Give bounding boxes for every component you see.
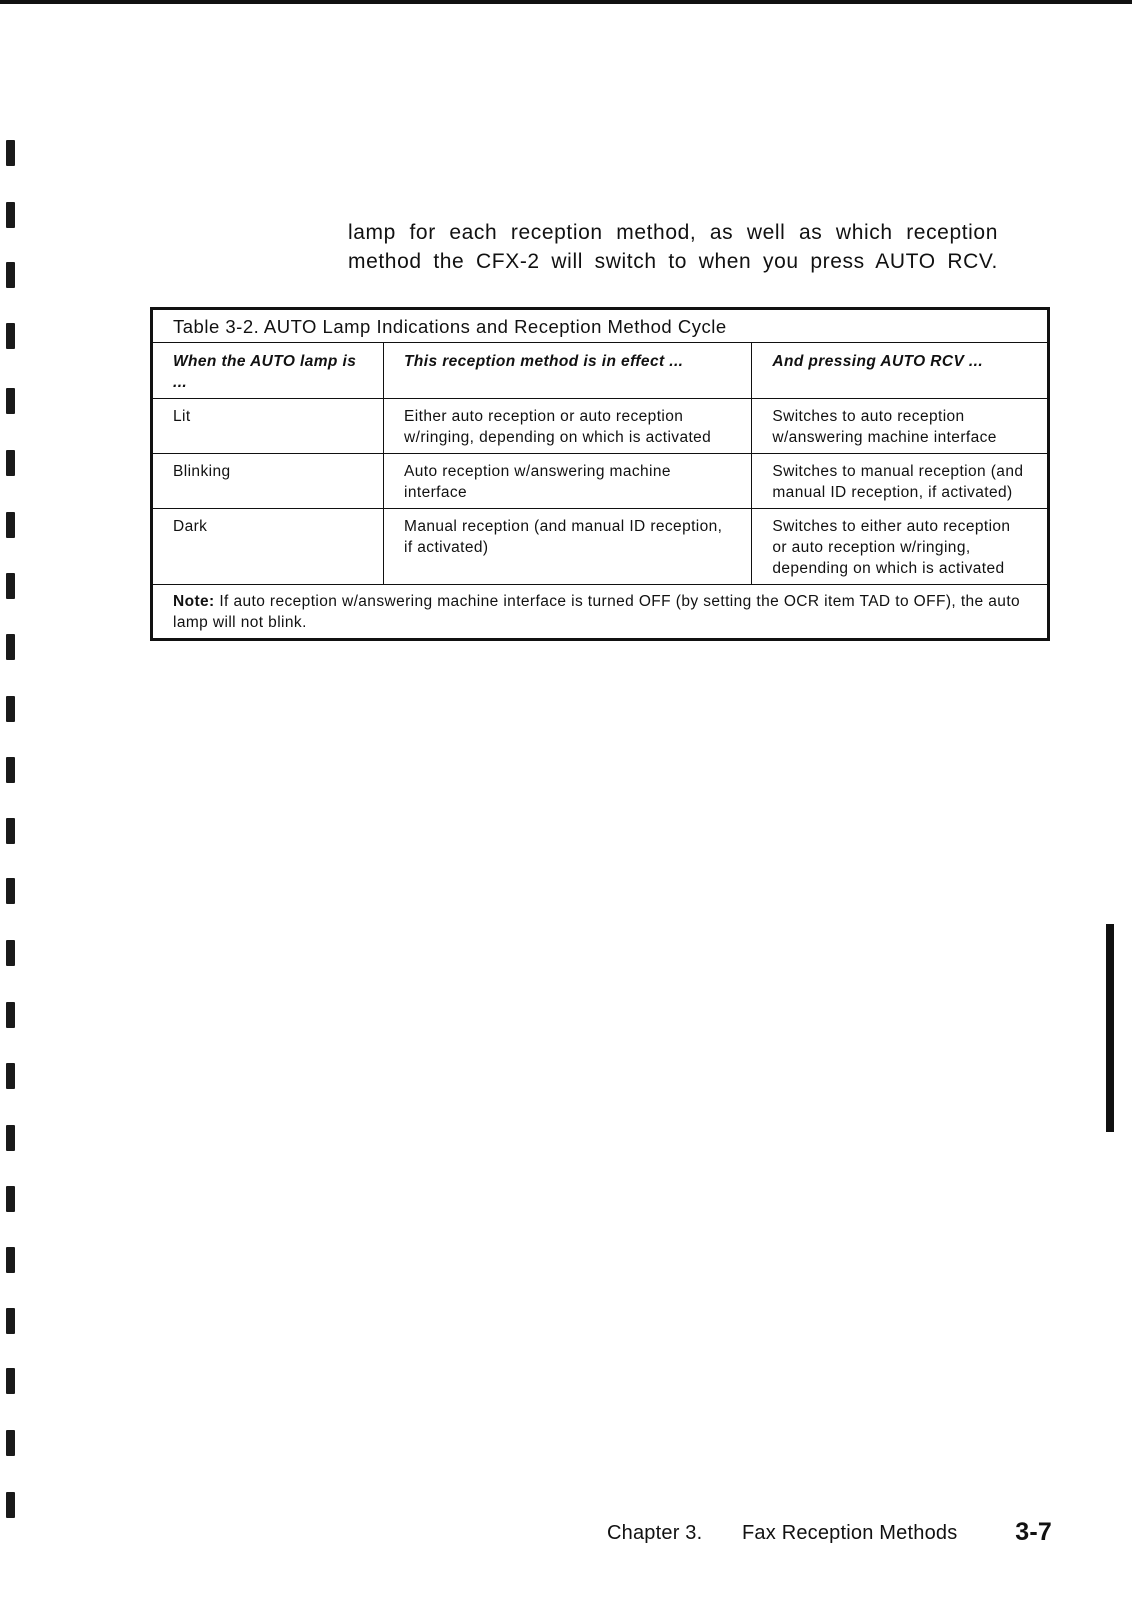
method-cell: Auto reception w/answering machine interface xyxy=(384,454,752,509)
column-header-method: This reception method is in effect ... xyxy=(384,343,752,399)
table-note xyxy=(152,585,1049,640)
lamp-state-cell: Lit xyxy=(152,399,384,454)
action-cell: Switches to auto reception w/answering machine interface xyxy=(752,399,1049,454)
intro-line-1: lamp for each reception method, as well as which reception xyxy=(348,221,998,244)
table-row xyxy=(152,399,1049,454)
page-top-rule xyxy=(0,0,1132,4)
lamp-state-cell: Dark xyxy=(152,509,384,585)
action-cell: Switches to manual reception (and manual ID reception, if activated) xyxy=(752,454,1049,509)
chapter-thumb-tab xyxy=(1106,924,1114,1132)
page-number: 3-7 xyxy=(1015,1518,1052,1546)
footer-section-title: Fax Reception Methods xyxy=(742,1522,958,1544)
note-label: Note: xyxy=(173,593,215,610)
table-note-row xyxy=(152,585,1049,640)
footer-chapter: Chapter 3. xyxy=(607,1522,703,1544)
table-row xyxy=(152,509,1049,585)
table-caption: Table 3-2. AUTO Lamp Indications and Reception Method Cycle xyxy=(152,309,1049,343)
column-header-action: And pressing AUTO RCV ... xyxy=(752,343,1049,399)
reception-method-table xyxy=(150,307,1050,641)
lamp-state-cell: Blinking xyxy=(152,454,384,509)
note-text: If auto reception w/answering machine interface is turned OFF (by setting the OCR item TAD to OFF), the auto lamp will not blink. xyxy=(173,593,1021,631)
table-row xyxy=(152,454,1049,509)
method-cell: Either auto reception or auto reception w/ringing, depending on which is activated xyxy=(384,399,752,454)
table-header-row xyxy=(152,343,1049,399)
intro-line-2: method the CFX-2 will switch to when you press AUTO RCV. xyxy=(348,250,998,273)
binding-holes xyxy=(6,140,20,1570)
method-cell: Manual reception (and manual ID reception, if activated) xyxy=(384,509,752,585)
intro-paragraph xyxy=(348,218,998,276)
action-cell: Switches to either auto reception or auto reception w/ringing, depending on which is activated xyxy=(752,509,1049,585)
column-header-lamp: When the AUTO lamp is ... xyxy=(152,343,384,399)
